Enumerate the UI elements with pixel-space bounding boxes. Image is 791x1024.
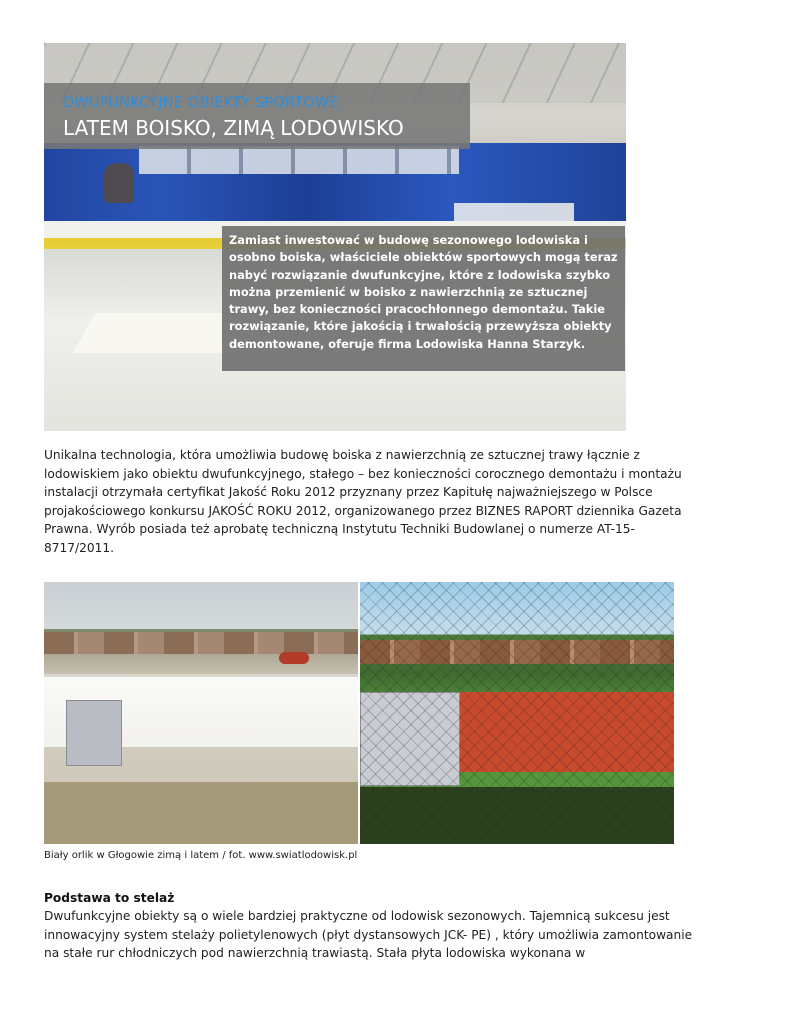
photo-rink-winter: [44, 582, 358, 844]
fence: [44, 632, 358, 654]
photo-caption: Biały orlik w Głogowie zimą i latem / fot. www.swiatlodowisk.pl: [44, 850, 358, 861]
photo-pitch-summer: [360, 582, 674, 844]
ground: [44, 782, 358, 844]
person-figure: [104, 163, 134, 203]
body-paragraph-2: Dwufunkcyjne obiekty są o wiele bardziej praktyczne od lodowisk sezonowych. Tajemnicą sukcesu jest innowacyjny system stelaży polietylenowych (płyt dystansowych JCK- PE) , który umożliwia zamontowanie na stałe rur chłodniczych pod nawierzchnią trawiastą. Stała płyta lodowiska wykonana w: [44, 909, 693, 961]
intro-lead-text: Zamiast inwestować w budowę sezonowego lodowiska i osobno boiska, właściciele obiektów sportowych mogą teraz nabyć rozwiązanie dwufunkcyjne, które z lodowiska szybko można przemienić w boisko z nawierzchnią ze sztucznej trawy, bez konieczności pracochłonnego demontażu. Takie rozwiązanie, które jakością i trwałością przewyższa obiekty demontowane, oferuje firma Lodowiska Hanna Starzyk.: [229, 233, 618, 351]
section-heading: Podstawa to stelaż: [44, 891, 175, 905]
chain-link-fence: [360, 582, 674, 844]
article-kicker: DWUFUNKCYJNE OBIEKTY SPORTOWE: [63, 95, 339, 111]
cooling-unit: [66, 700, 122, 766]
body-paragraph-1: Unikalna technologia, która umożliwia budowę boiska z nawierzchnią ze sztucznej trawy łącznie z lodowiskiem jako obiektu dwufunkcyjnego, stałego – bez konieczności corocznego demontażu i montażu instalacji otrzymała certyfikat Jakość Roku 2012 przyznany przez Kapitułę najważniejszego w Polsce projakościowego konkursu JAKOŚĆ ROKU 2012, organizowanego przez BIZNES RAPORT dziennika Gazeta Prawna. Wyrób posiada też aprobatę techniczną Instytutu Techniki Budowlanej o numerze AT-15-8717/2011.: [44, 448, 682, 555]
article-title: LATEM BOISKO, ZIMĄ LODOWISKO: [63, 116, 404, 140]
hall-windows: [139, 146, 459, 174]
car: [279, 652, 309, 664]
